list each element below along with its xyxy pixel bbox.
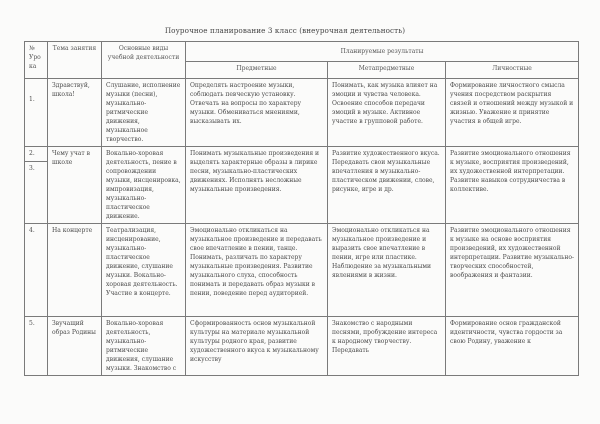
- cell-personal: Развитие эмоционального отношения к музыке на основе восприятия произведений, их художественной интерпретации. Развитие музыкально-творческих способностей, воображения и фантазии.: [446, 224, 579, 317]
- cell-number: 4.: [25, 224, 48, 317]
- cell-meta: Эмоционально откликаться на музыкальное произведение и выразить свое впечатление в пении, игре или пластике. Наблюдение за музыкальными явлениями в жизни.: [328, 224, 446, 317]
- cell-personal: Развитие эмоционального отношения к музыке, восприятия произведений, их художественной интерпретации. Развитие навыков сотрудничества в коллективе.: [446, 147, 579, 224]
- cell-subject: Сформированность основ музыкальной культуры на материале музыкальной культуры родного края, развитие художественного вкуса к музыкальному искусству: [186, 317, 328, 376]
- cell-meta: Знакомство с народными песнями, пробуждение интереса к народному творчеству. Передавать: [328, 317, 446, 376]
- cell-activities: Вокально-хоровая деятельность, пение в сопровождении музыки, инсценировка, импровизация, музыкально-пластическое движение.: [102, 147, 186, 224]
- cell-activities: Вокально-хоровая деятельность, музыкально-ритмические движения, слушание музыки. Знакомство с: [102, 317, 186, 376]
- table-header-row: [25, 42, 579, 62]
- header-personal: Личностные: [446, 62, 579, 79]
- cell-number: 2.: [25, 147, 48, 162]
- table-row: [25, 147, 579, 162]
- header-results: Планируемые результаты: [186, 42, 579, 62]
- cell-activities: Слушание, исполнение музыки (песни), музыкально-ритмические движения, музыкальное творчество.: [102, 79, 186, 147]
- cell-topic: Звучащий образ Родины: [48, 317, 102, 376]
- cell-number: 3.: [25, 161, 48, 223]
- header-subject: Предметные: [186, 62, 328, 79]
- cell-subject: Эмоционально откликаться на музыкальное произведение и передавать свое впечатление в пении, танце. Понимать, различать по характеру музыкальные произведения. Развитие музыкального слуха, способность понимать и передавать образ музыки в пении, поведение перед аудиторией.: [186, 224, 328, 317]
- cell-number: 5.: [25, 317, 48, 376]
- cell-personal: Формирование основ гражданской идентичности, чувства гордости за свою Родину, уважение к: [446, 317, 579, 376]
- page-title: Поурочное планирование 3 класс (внеурочная деятельность): [164, 26, 406, 35]
- cell-meta: Понимать, как музыка влияет на эмоции и чувства человека. Освоение способов передачи эмоций в музыке. Активное участие в групповой работе.: [328, 79, 446, 147]
- header-activities: Основные виды учебной деятельности: [102, 42, 186, 79]
- cell-number: 1.: [25, 79, 48, 147]
- cell-subject: Определять настроение музыки, соблюдать певческую установку. Отвечать на вопросы по характеру музыки. Обмениваться мнениями, высказывать их.: [186, 79, 328, 147]
- header-number: № Уро ка: [25, 42, 48, 79]
- lesson-plan-table: [24, 41, 579, 376]
- header-topic: Тема занятия: [48, 42, 102, 79]
- cell-activities: Театрализация, инсценирование, музыкально-пластическое движение, слушание музыки. Вокально-хоровая деятельность. Участие в концерте.: [102, 224, 186, 317]
- table-row: [25, 317, 579, 376]
- cell-meta: Развитие художественного вкуса. Передавать свои музыкальные впечатления в музыкально-пластическом движении, слове, рисунке, игре и др.: [328, 147, 446, 224]
- cell-topic: На концерте: [48, 224, 102, 317]
- cell-subject: Понимать музыкальные произведения и выделять характерные образы в лирике песни, музыкально-пластических движениях. Исполнять несложные музыкальные произведения.: [186, 147, 328, 224]
- cell-topic: Здравствуй, школа!: [48, 79, 102, 147]
- cell-topic: Чему учат в школе: [48, 147, 102, 224]
- table-row: [25, 224, 579, 317]
- table-row: [25, 79, 579, 147]
- cell-personal: Формирование личностного смысла учения посредством раскрытия связей и отношений между музыкой и жизнью. Уважение и принятие участия в общей игре.: [446, 79, 579, 147]
- header-meta: Метапредметные: [328, 62, 446, 79]
